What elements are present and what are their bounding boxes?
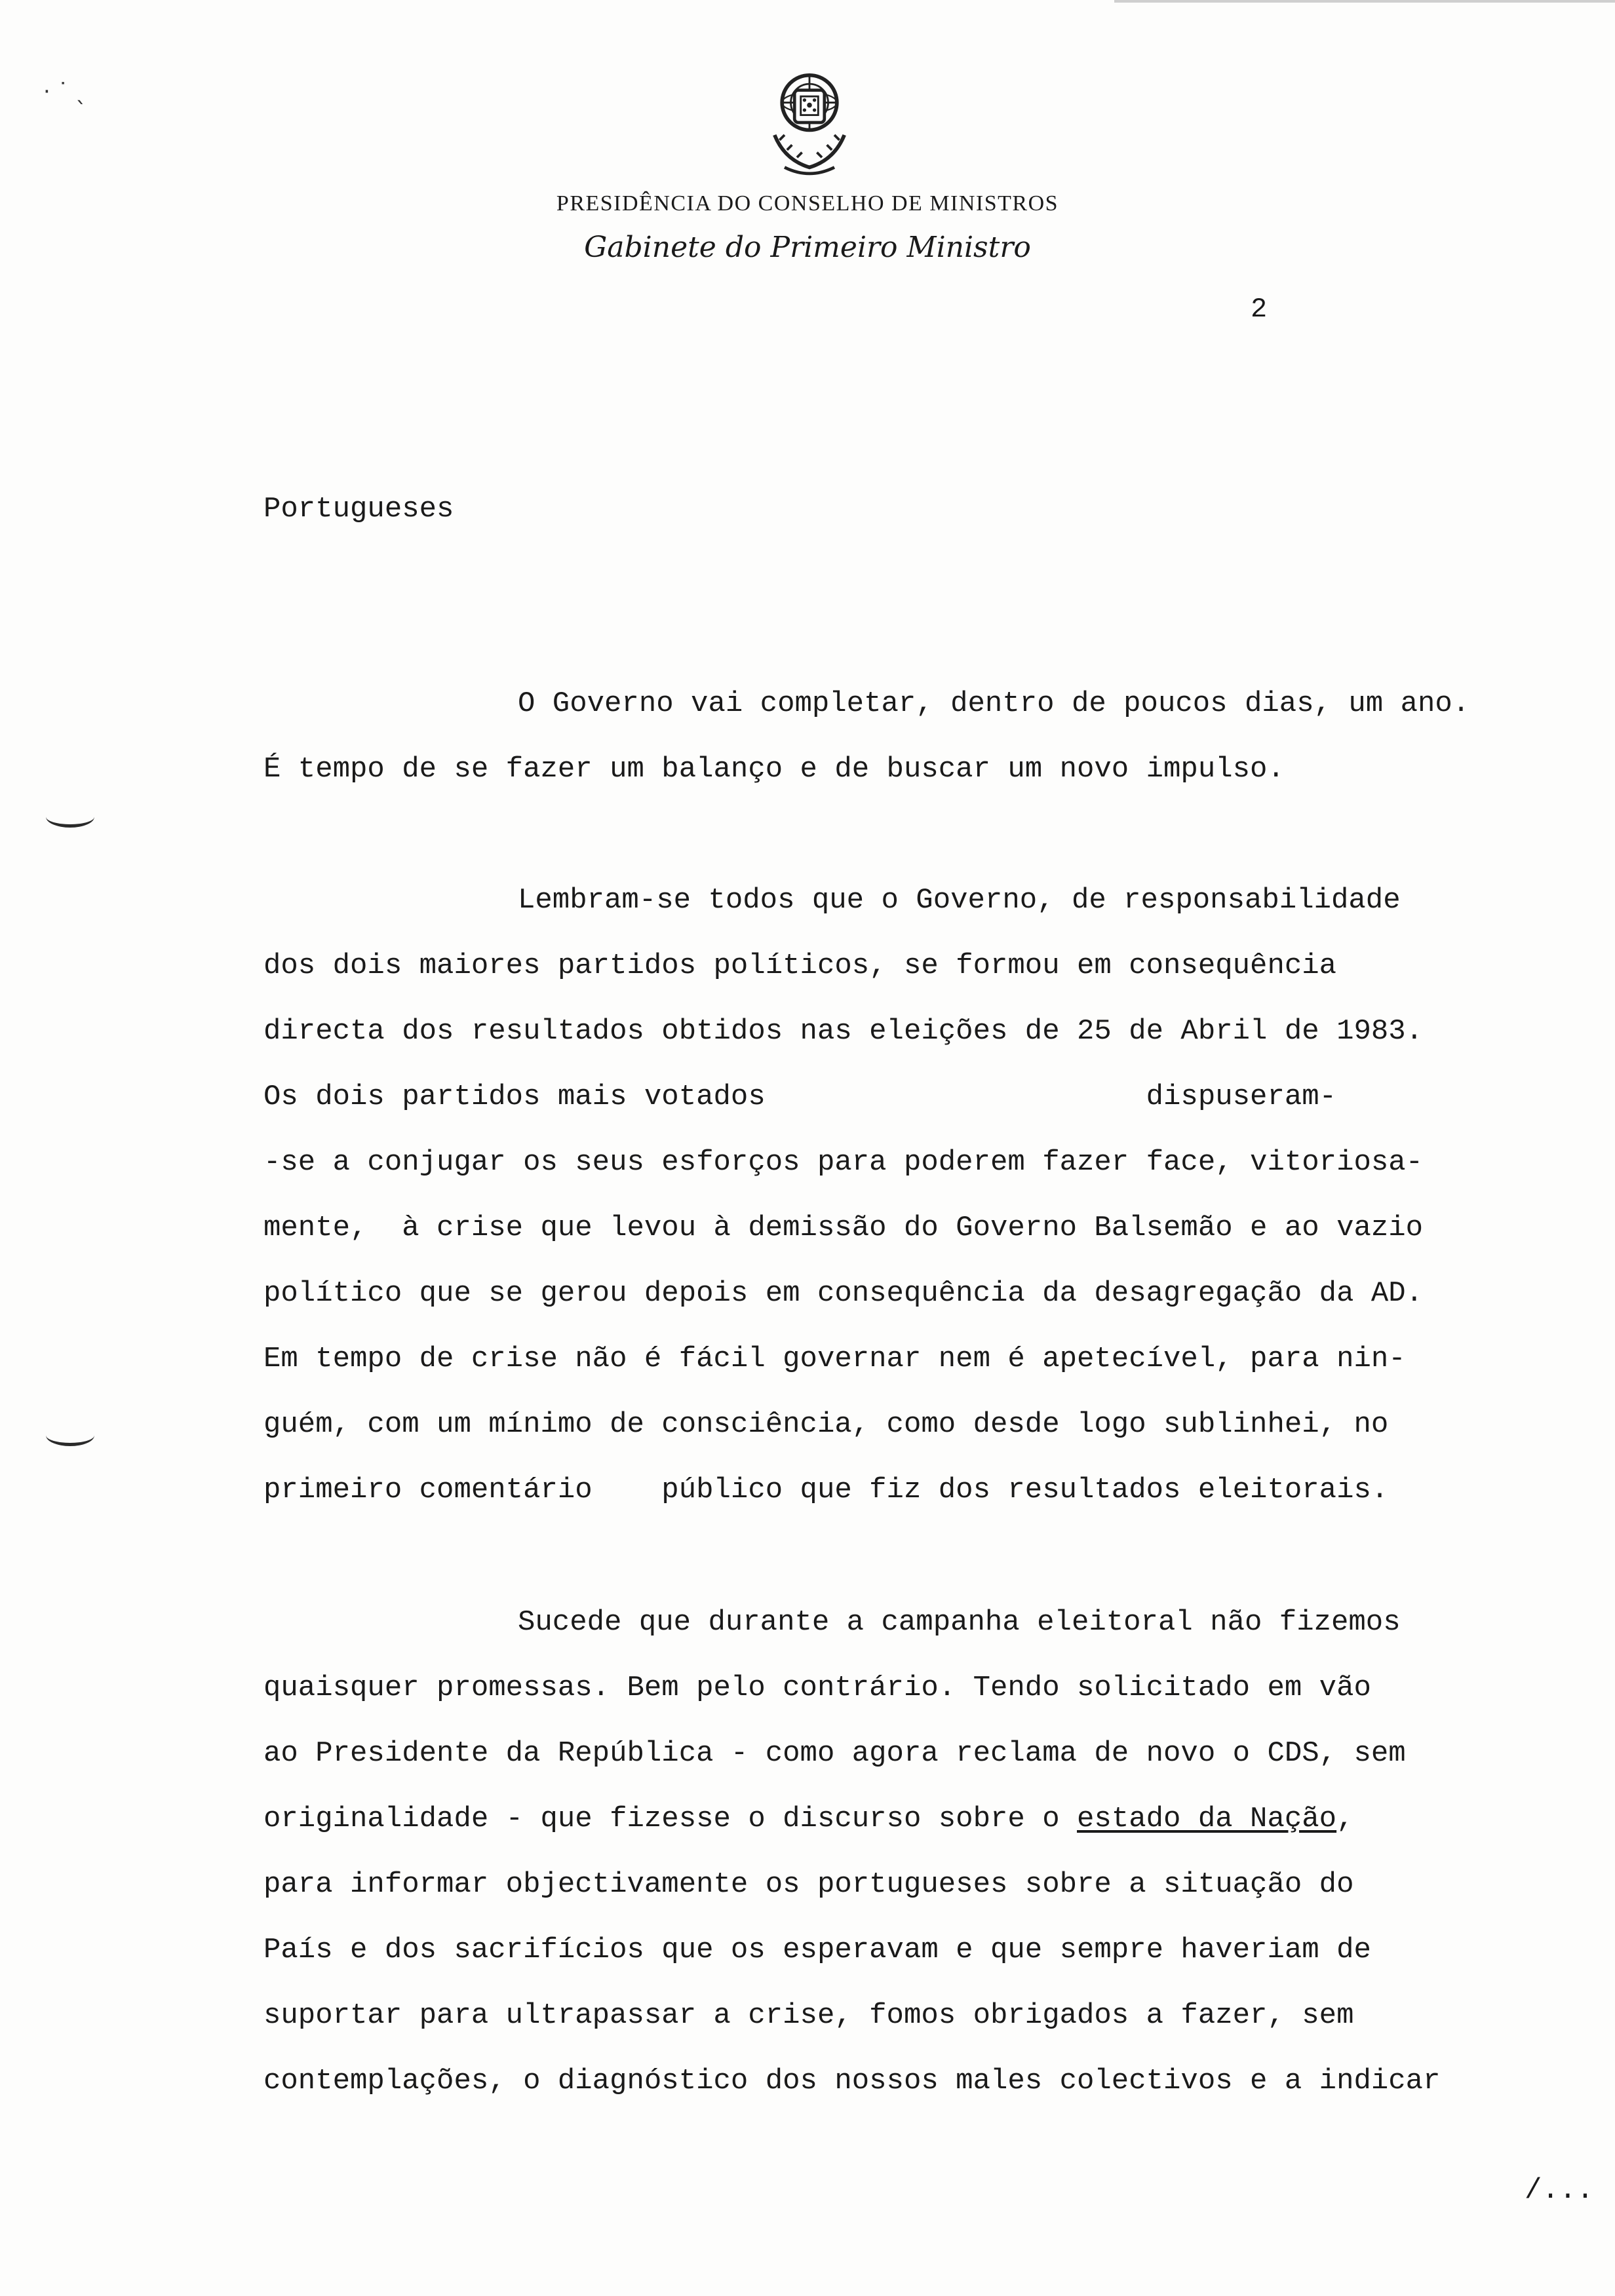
paragraph-3-line-8: contemplações, o diagnóstico dos nossos males colectivos e a indicar — [263, 2065, 1441, 2097]
paragraph-2-line-9: guém, com um mínimo de consciência, como desde logo sublinhei, no — [263, 1408, 1389, 1441]
paragraph-2-line-5: -se a conjugar os seus esforços para poderem fazer face, vitoriosa- — [263, 1146, 1424, 1179]
underlined-phrase: estado da Nação — [1077, 1803, 1337, 1835]
paragraph-3-line-1: Sucede que durante a campanha eleitoral não fizemos — [518, 1606, 1401, 1639]
paragraph-3-line-2: quaisquer promessas. Bem pelo contrário. Tendo solicitado em vão — [263, 1672, 1371, 1704]
salutation: Portugueses — [263, 493, 454, 526]
margin-tick-mark — [46, 1425, 94, 1446]
paragraph-2-line-1: Lembram-se todos que o Governo, de responsabilidade — [518, 884, 1401, 917]
paragraph-2-line-6: mente, à crise que levou à demissão do Governo Balsemão e ao vazio — [263, 1212, 1424, 1244]
letterhead-title: PRESIDÊNCIA DO CONSELHO DE MINISTROS — [556, 191, 1059, 216]
paragraph-3-line-6: País e dos sacrifícios que os esperavam e que sempre haveriam de — [263, 1934, 1371, 1966]
paragraph-3-line-4 — [263, 1799, 1601, 1839]
paragraph-1-line-2: É tempo de se fazer um balanço e de buscar um novo impulso. — [263, 753, 1285, 786]
paragraph-1-line-1: O Governo vai completar, dentro de poucos dias, um ano. — [518, 687, 1470, 720]
paragraph-2-line-3: directa dos resultados obtidos nas eleições de 25 de Abril de 1983. — [263, 1015, 1424, 1048]
line-text: originalidade - que fizesse o discurso sobre o — [263, 1803, 1078, 1835]
paragraph-3-line-3: ao Presidente da República - como agora reclama de novo o CDS, sem — [263, 1737, 1406, 1770]
continuation-mark: /... — [1525, 2174, 1594, 2207]
margin-tick-mark — [46, 806, 94, 828]
paragraph-2-line-2: dos dois maiores partidos políticos, se formou em consequência — [263, 949, 1337, 982]
letterhead-subtitle: Gabinete do Primeiro Ministro — [584, 231, 1031, 264]
paragraph-2-line-7: político que se gerou depois em consequência da desagregação da AD. — [263, 1277, 1424, 1310]
coat-of-arms-icon — [747, 60, 872, 185]
scan-specks: · ˙ ˎ — [43, 79, 87, 105]
line-punctuation: , — [1336, 1803, 1354, 1835]
top-edge-rule — [1114, 0, 1615, 3]
paragraph-2-line-10: primeiro comentário público que fiz dos resultados eleitorais. — [263, 1474, 1389, 1506]
paragraph-2-line-8: Em tempo de crise não é fácil governar nem é apetecível, para nin- — [263, 1343, 1406, 1375]
paragraph-2-line-4: Os dois partidos mais votados dispuseram- — [263, 1081, 1337, 1113]
paragraph-3-line-5: para informar objectivamente os portugueses sobre a situação do — [263, 1868, 1354, 1901]
paragraph-3-line-7: suportar para ultrapassar a crise, fomos obrigados a fazer, sem — [263, 1999, 1354, 2032]
page-number: 2 — [1251, 294, 1268, 325]
